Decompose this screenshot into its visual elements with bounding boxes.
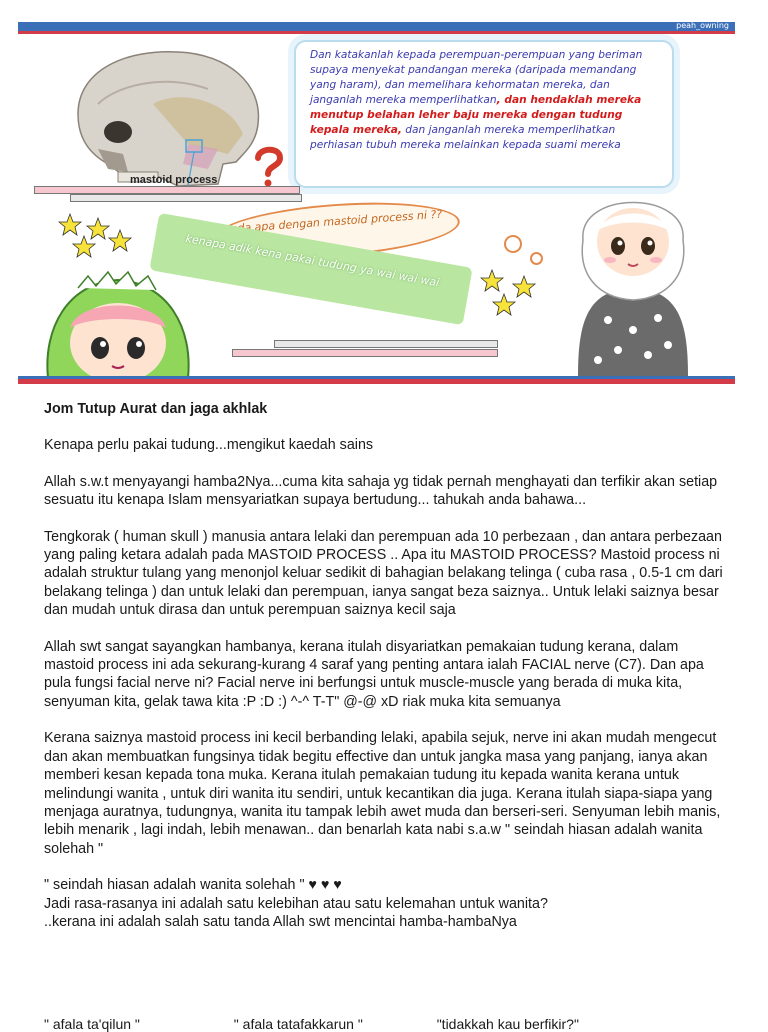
article-paragraph: Allah swt sangat sayangkan hambanya, kerana itulah disyariatkan pemakaian tudung kerana, dalam mastoid process ini ada sekurang-kurang 4 saraf yang penting antara ialah FACIAL nerve (C7). Dan apa pula fungsi facial nerve ni? Facial nerve ini berfungsi untuk muscle-muscle yang berada di muka kita, senyuman kita, gelak tawa kita :P :D :) ^-^ T-T" @-@ xD riak muka kita semuanya [44,638,704,710]
thought-bubble-dot [504,235,522,253]
mastoid-process-label: mastoid process [130,174,218,186]
decorative-bar [70,194,302,202]
article-paragraph: Kenapa perlu pakai tudung...mengikut kaedah sains [44,437,374,454]
banner-top-stripe-red [18,31,735,34]
banner-top-stripe [18,22,735,31]
quote-text-part1: Dan katakanlah kepada perempuan-perempuan yang beriman supaya menyekat pandangan mereka (daripada memandang yang haram), dan memelihara kehormatan mereka, dan janganlah mereka memperlihatkan [310,49,643,106]
dinosaur-kid-character [38,268,198,378]
green-speech-bubble: kenapa adik kena pakai tudung ya wai wai wai [149,213,472,325]
article-paragraph: Allah s.w.t menyayangi hamba2Nya...cuma kita sahaja yg tidak pernah menghayati dan terfikir akan setiap sesuatu itu kenapa Islam mensyariatkan supaya bertudung... tahukah anda bahawa... [44,473,718,509]
article-body [44,400,724,931]
article-paragraph: Tengkorak ( human skull ) manusia antara lelaki dan perempuan ada 10 perbezaan , dan antara perbezaan yang paling ketara adalah pada MASTOID PROCESS .. Apa itu MASTOID PROCESS? Mastoid process ni adalah struktur tulang yang menonjol keluar sedikit di bahagian belakang telinga ( cuba rasa , 0.5-1 cm dari belakang telinga ) dan untuk lelaki dan perempuan, ianya sangat beza saiznya.. Untuk lelaki saiznya besar dan mudah untuk dirasa dan untuk perempuan saiznya kecil saja [44,528,723,619]
quote-highlight: , dan hendaklah mereka menutup belahan leher baju mereka dengan tudung kepala mereka, [310,94,642,136]
header-illustration [18,22,735,384]
decorative-bar [34,186,300,194]
question-mark-icon [250,144,286,188]
question-speech-bubble: ada apa dengan mastoid process ni ?? [212,195,461,264]
decorative-bar [232,349,498,357]
footer-fragment: " afala ta'qilun " [44,1016,140,1032]
article-paragraph: Kerana saiznya mastoid process ini kecil berbanding lelaki, apabila sejuk, nerve ini akan mudah mengecut dan akan membuatkan fungsinya tidak begitu effective dan untuk jangka masa yang panjang, ianya akan memberi kesan kepada tona muka. Kerana itulah pemakaian tudung itu kepada wanita kerana untuk melindungi wanita , untuk diri wanita itu sendiri, untuk kecantikan dia juga. Kerana itulah siapa-siapa yang menjaga auratnya, tudungnya, wanita itu tampak lebih awet muda dan berseri-seri. Senyuman lebih manis, lebih menarik , lagi indah, lebih menawan.. dan benarlah kata nabi s.a.w " seindah hiasan adalah wanita solehah " [44,730,721,857]
stars-decoration-icon [58,212,138,262]
footer-fragment: "tidakkah kau berfikir?" [436,1016,579,1032]
footer-fragment: " afala tatafakkarun " [233,1016,363,1032]
closing-line: " seindah hiasan adalah wanita solehah " ♥ ♥ ♥ [44,877,342,894]
closing-line: ..kerana ini adalah salah satu tanda Allah swt mencintai hamba-hambaNya [44,913,517,930]
quote-text-part2: dan janganlah mereka memperlihatkan perhiasan tubuh mereka melainkan kepada suami mereka [310,124,621,151]
quran-quote-box [294,40,674,188]
closing-line: Jadi rasa-rasanya ini adalah satu kelebihan atau satu kelemahan untuk wanita? [44,895,548,912]
footer-fragments [44,1016,724,1032]
watermark: peah_owning [676,22,729,30]
hijab-girl-character [548,180,718,376]
banner-bottom-stripe [18,379,735,384]
article-title: Jom Tutup Aurat dan jaga akhlak [44,401,268,417]
thought-bubble-dot [530,252,543,265]
decorative-bar [274,340,498,348]
